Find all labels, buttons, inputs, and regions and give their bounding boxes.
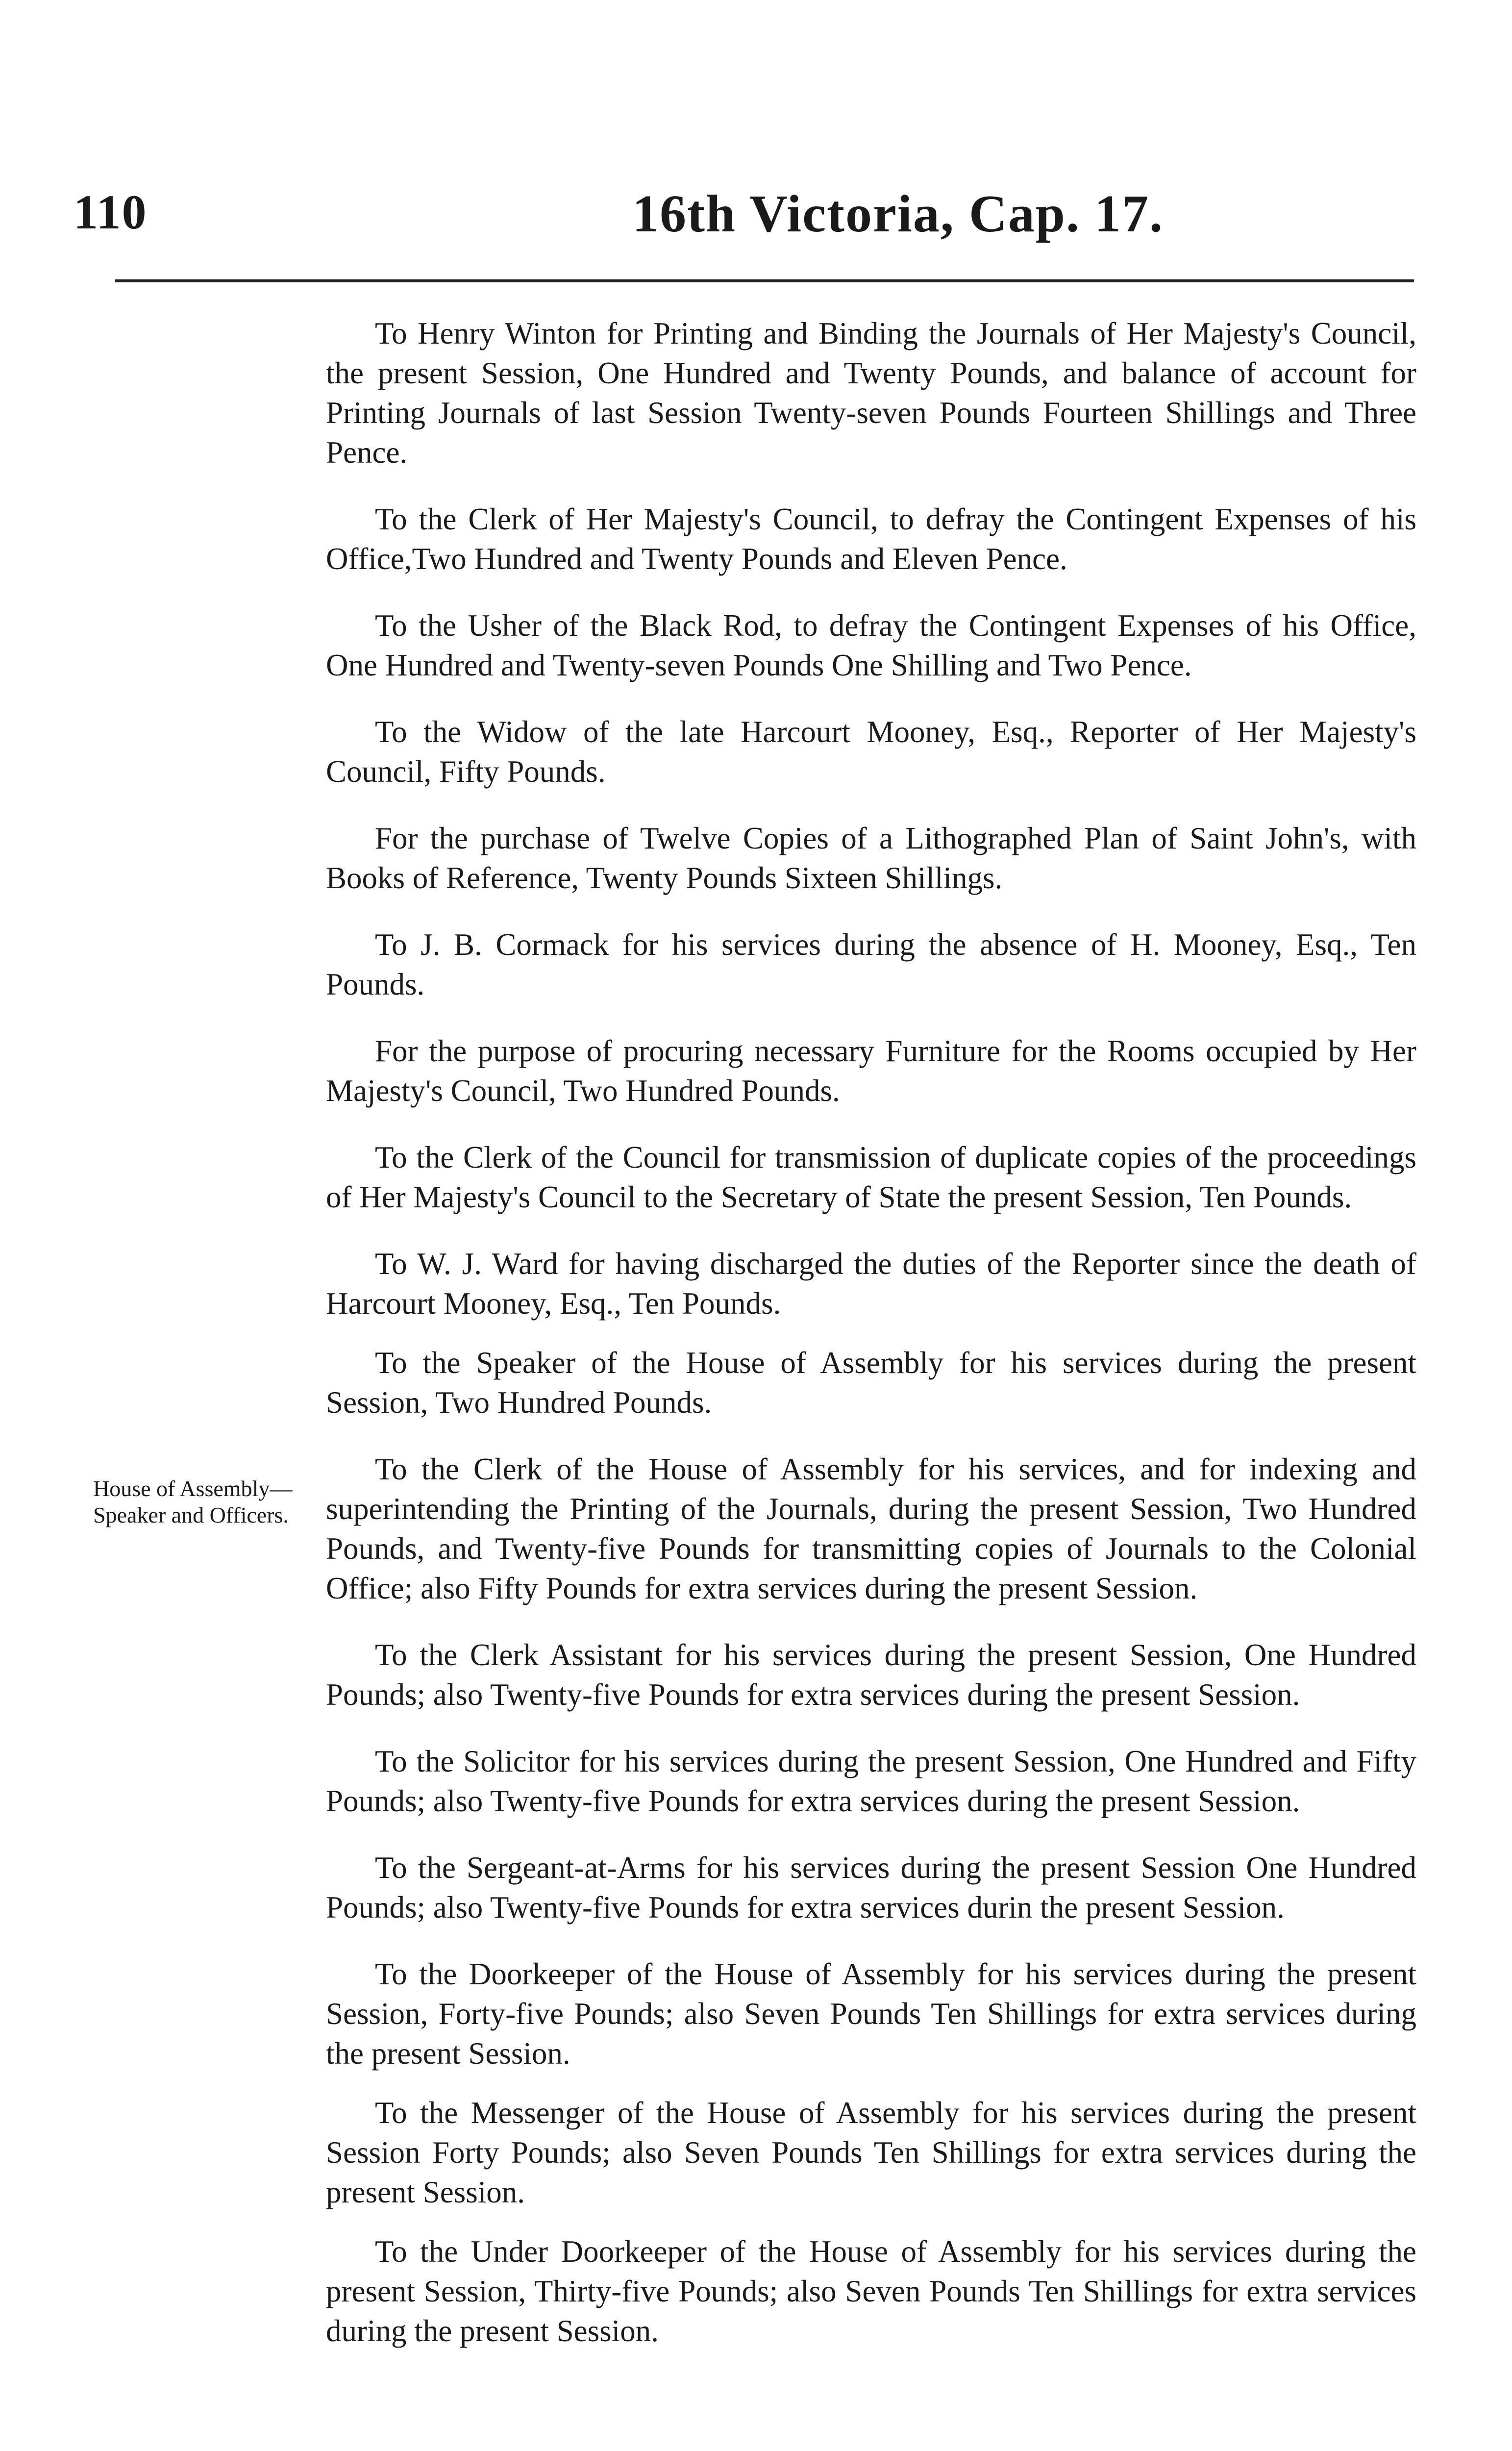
header-rule bbox=[115, 279, 1414, 282]
paragraph-henry-winton: To Henry Winton for Printing and Binding the Journals of Her Majesty's Council, the present Session, One Hundred and Twenty Pounds, and balance of account for Printing Journals of last Session Twenty-seven Pounds Fourteen Shillings and Three Pence. bbox=[326, 316, 1416, 470]
margin-note: House of Assembly—Speaker and Officers. bbox=[93, 1476, 293, 1527]
paragraph-usher-black-rod: To the Usher of the Black Rod, to defray the Contingent Expenses of his Office, One Hundred and Twenty-seven Pounds One Shilling and Two Pence. bbox=[326, 608, 1416, 682]
paragraph-clerk-council: To the Clerk of Her Majesty's Council, to defray the Contingent Expenses of his Office,Two Hundred and Twenty Pounds and Eleven Pence. bbox=[326, 502, 1416, 576]
running-title: 16th Victoria, Cap. 17. bbox=[632, 185, 1164, 243]
paragraph-lithographed-plan: For the purchase of Twelve Copies of a Lithographed Plan of Saint John's, with Books of Reference, Twenty Pounds Sixteen Shillings. bbox=[326, 821, 1416, 895]
paragraph-clerk-assistant: To the Clerk Assistant for his services during the present Session, One Hundred Pounds; also Twenty-five Pounds for extra services during the present Session. bbox=[326, 1638, 1416, 1712]
paragraph-cormack: To J. B. Cormack for his services during the absence of H. Mooney, Esq., Ten Pounds. bbox=[326, 927, 1416, 1001]
body-column bbox=[326, 314, 1416, 2351]
paragraph-duplicate-copies: To the Clerk of the Council for transmission of duplicate copies of the proceedings of Her Majesty's Council to the Secretary of State the present Session, Ten Pounds. bbox=[326, 1140, 1416, 1214]
paragraph-furniture: For the purpose of procuring necessary Furniture for the Rooms occupied by Her Majesty's Council, Two Hundred Pounds. bbox=[326, 1034, 1416, 1108]
paragraph-widow-mooney: To the Widow of the late Harcourt Mooney, Esq., Reporter of Her Majesty's Council, Fifty Pounds. bbox=[326, 715, 1416, 789]
paragraph-under-doorkeeper: To the Under Doorkeeper of the House of Assembly for his services during the present Session, Thirty-five Pounds; also Seven Pounds Ten Shillings for extra services during the present Session. bbox=[326, 2234, 1416, 2348]
paragraph-solicitor: To the Solicitor for his services during the present Session, One Hundred and Fifty Pounds; also Twenty-five Pounds for extra services during the present Session. bbox=[326, 1744, 1416, 1818]
paragraph-doorkeeper: To the Doorkeeper of the House of Assembly for his services during the present Session, Forty-five Pounds; also Seven Pounds Ten Shillings for extra services during the present Session. bbox=[326, 1957, 1416, 2071]
paragraph-messenger: To the Messenger of the House of Assembly for his services during the present Session Forty Pounds; also Seven Pounds Ten Shillings for extra services during the present Session. bbox=[326, 2096, 1416, 2209]
paragraph-sergeant-at-arms: To the Sergeant-at-Arms for his services during the present Session One Hundred Pounds; also Twenty-five Pounds for extra services durin the present Session. bbox=[326, 1851, 1416, 1925]
page-number: 110 bbox=[74, 185, 148, 239]
paragraph-ward: To W. J. Ward for having discharged the duties of the Reporter since the death of Harcourt Mooney, Esq., Ten Pounds. bbox=[326, 1247, 1416, 1321]
paragraph-clerk-house: To the Clerk of the House of Assembly for his services, and for indexing and superintending the Printing of the Journals, during the present Session, Two Hundred Pounds, and Twenty-five Pounds for transmitting copies of Journals to the Colonial Office; also Fifty Pounds for extra services during the present Session. bbox=[326, 1452, 1416, 1605]
paragraph-speaker: To the Speaker of the House of Assembly for his services during the present Session, Two Hundred Pounds. bbox=[326, 1346, 1416, 1420]
